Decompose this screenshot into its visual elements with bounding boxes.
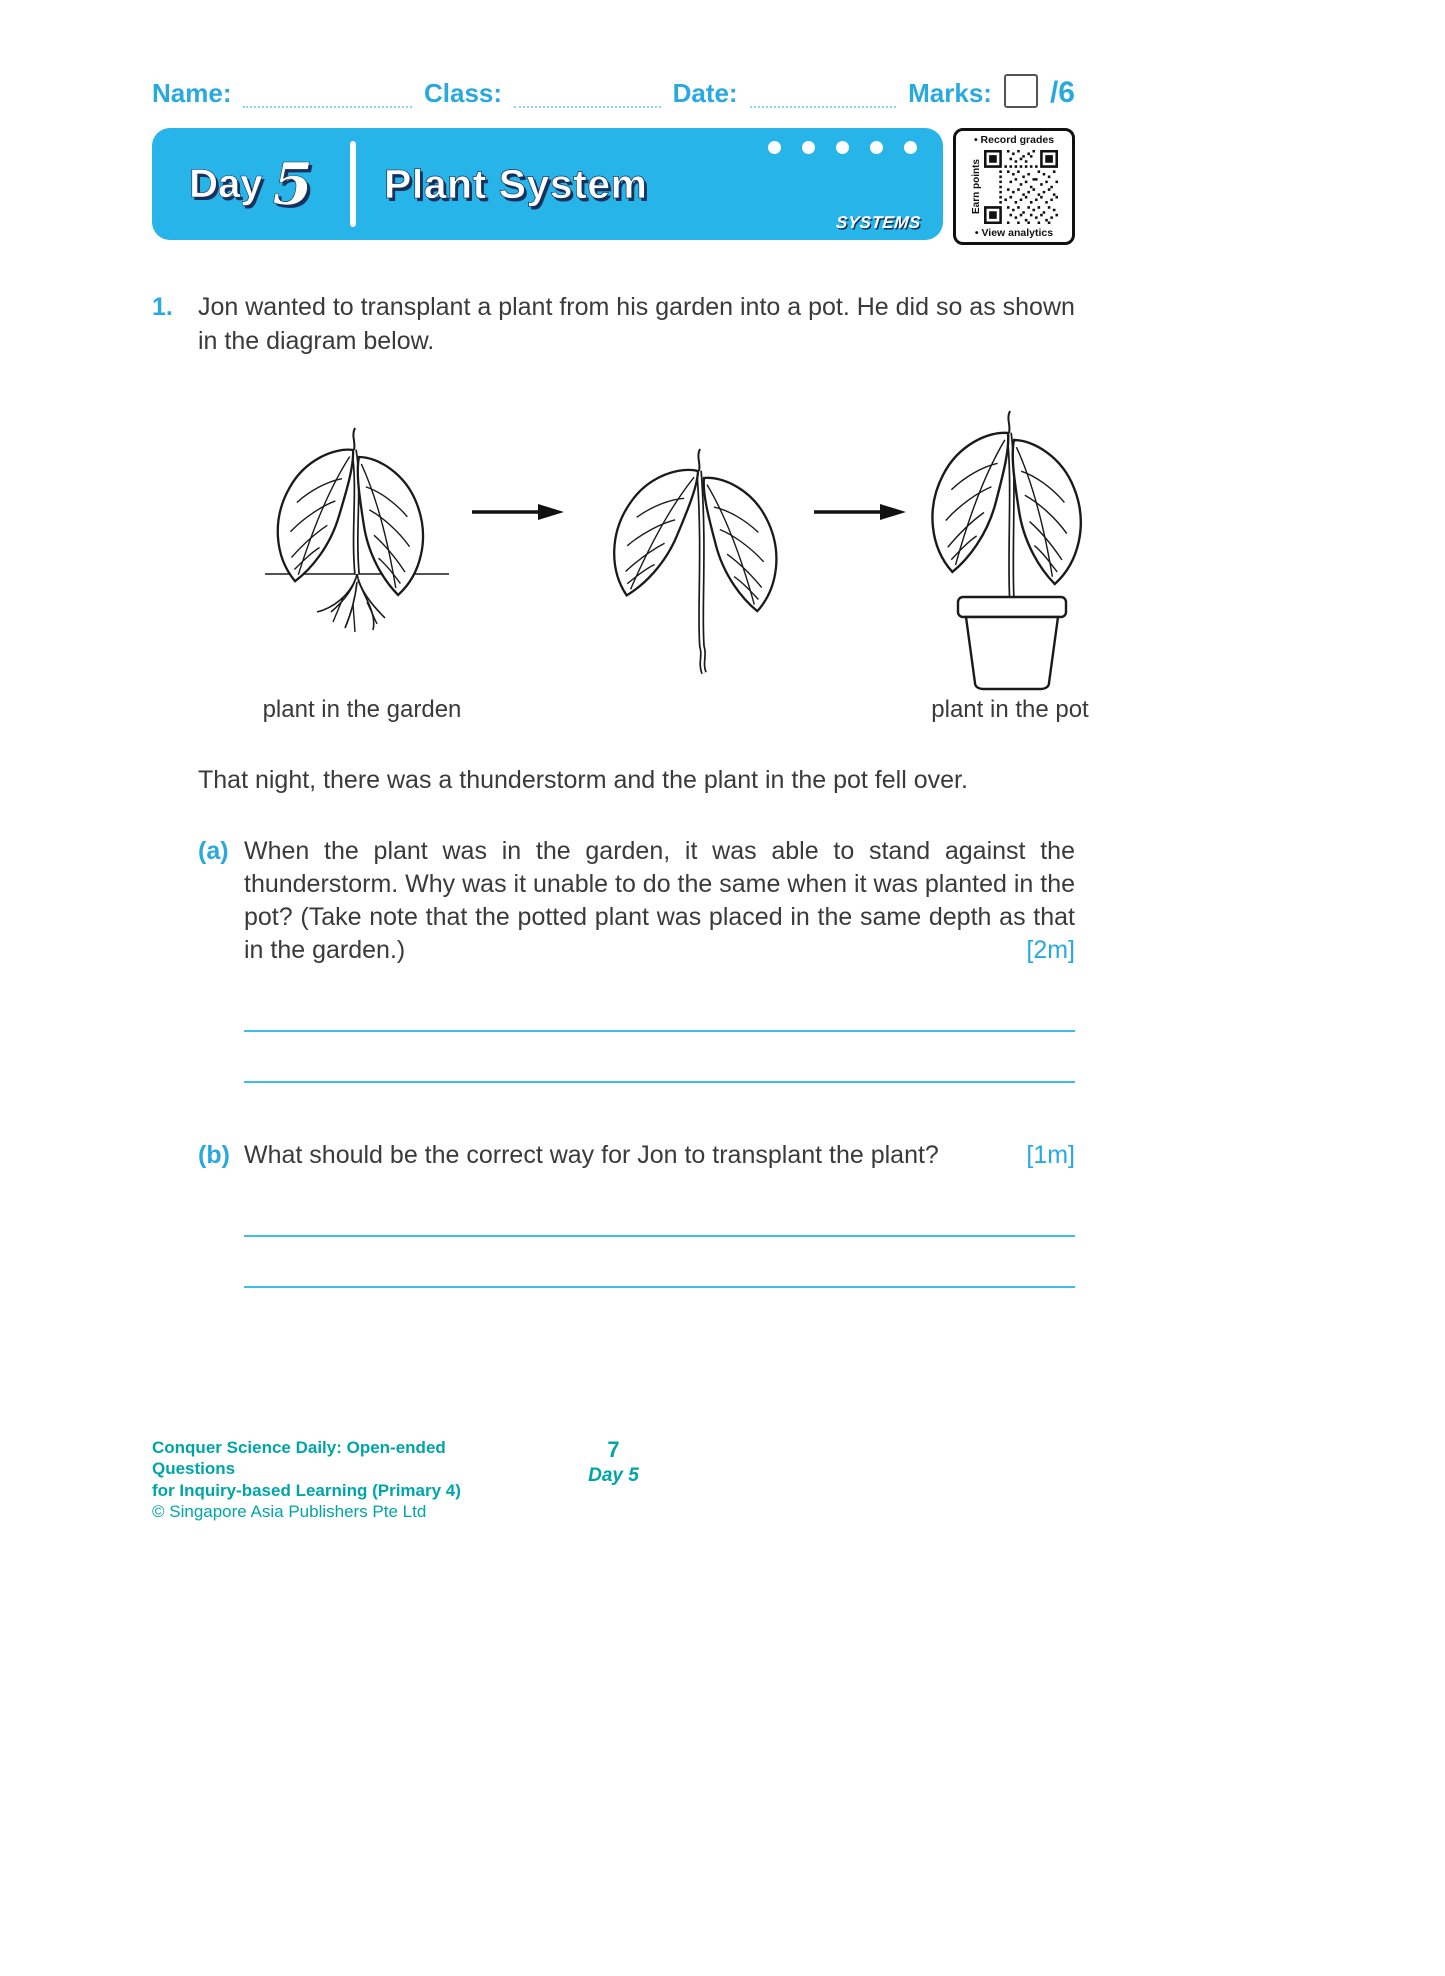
page-footer [152,1437,1075,1522]
date-label: Date: [672,78,738,108]
banner-divider [350,141,356,227]
question-1 [152,291,1075,358]
header-row [152,0,1075,108]
caption-plant-in-garden: plant in the garden [262,696,462,723]
day-label: Day [189,161,263,206]
arrow-icon [472,504,564,520]
part-a-text: When the plant was in the garden, it was able to stand against the thunderstorm. Why was it unable to do the same when it was planted in the pot? (Take note that the potted plant was placed in the same depth as that in the garden.) [244,837,1076,964]
part-b-label: (b) [198,1141,230,1169]
part-b [198,1139,1075,1172]
part-a [198,835,1075,967]
lesson-title: Plant System [384,160,648,207]
qr-bottom-label: • View analytics [975,227,1053,239]
part-a-body [244,835,1075,967]
marks-total: /6 [1049,76,1075,109]
question-number: 1. [152,293,173,321]
marks-score-box[interactable] [1004,74,1038,108]
day-block [152,150,350,218]
dot-icon [802,141,815,154]
progress-dots [768,141,917,154]
question-intro: Jon wanted to transplant a plant from his garden into a pot. He did so as shown in the diagram below. [198,293,1075,355]
part-b-text: What should be the correct way for Jon to transplant the plant? [244,1141,939,1169]
marks-label: Marks: [908,78,992,108]
part-a-label: (a) [198,837,229,865]
page-day: Day 5 [588,1465,639,1486]
day-banner [152,128,943,240]
part-b-marks: [1m] [1026,1141,1075,1169]
qr-top-label: • Record grades [974,134,1054,146]
part-b-answers [244,1186,1075,1288]
plant-diagram [222,384,1162,694]
dot-icon [836,141,849,154]
dot-icon [904,141,917,154]
diagram [222,384,1162,732]
qr-middle [971,150,1058,224]
class-label: Class: [424,78,503,108]
page-number: 7 [607,1437,620,1462]
qr-side-label: Earn points [970,158,982,214]
arrow-icon [814,504,906,520]
day-number: 5 [272,150,313,218]
caption-plant-in-pot: plant in the pot [931,696,1089,723]
dot-icon [768,141,781,154]
class-field-line[interactable] [514,84,661,108]
copyright: © Singapore Asia Publishers Pte Ltd [152,1501,427,1521]
name-label: Name: [152,78,232,108]
answer-line[interactable] [244,981,1075,1032]
title-banner-row [152,128,1075,245]
publisher-block [152,1437,512,1522]
roots [317,574,385,632]
qr-panel [953,128,1075,245]
part-a-marks: [2m] [1026,936,1075,964]
name-field-line[interactable] [243,84,412,108]
answer-line[interactable] [244,1237,1075,1288]
pot [958,597,1066,689]
part-a-answers [244,981,1075,1083]
qr-code-icon [984,150,1058,224]
series-title-line1: Conquer Science Daily: Open-ended Questions [152,1438,446,1479]
plant-in-garden-figure [265,428,449,632]
series-title-line2: for Inquiry-based Learning (Primary 4) [152,1480,461,1500]
dot-icon [870,141,883,154]
question-context: That night, there was a thunderstorm and the plant in the pot fell over. [198,766,968,794]
plant-in-pot-figure [927,411,1081,689]
strand-badge: SYSTEMS [835,213,923,232]
answer-line[interactable] [244,1032,1075,1083]
date-field-line[interactable] [750,84,897,108]
answer-line[interactable] [244,1186,1075,1237]
part-b-body [244,1139,1075,1172]
uprooted-plant-figure [603,449,783,673]
